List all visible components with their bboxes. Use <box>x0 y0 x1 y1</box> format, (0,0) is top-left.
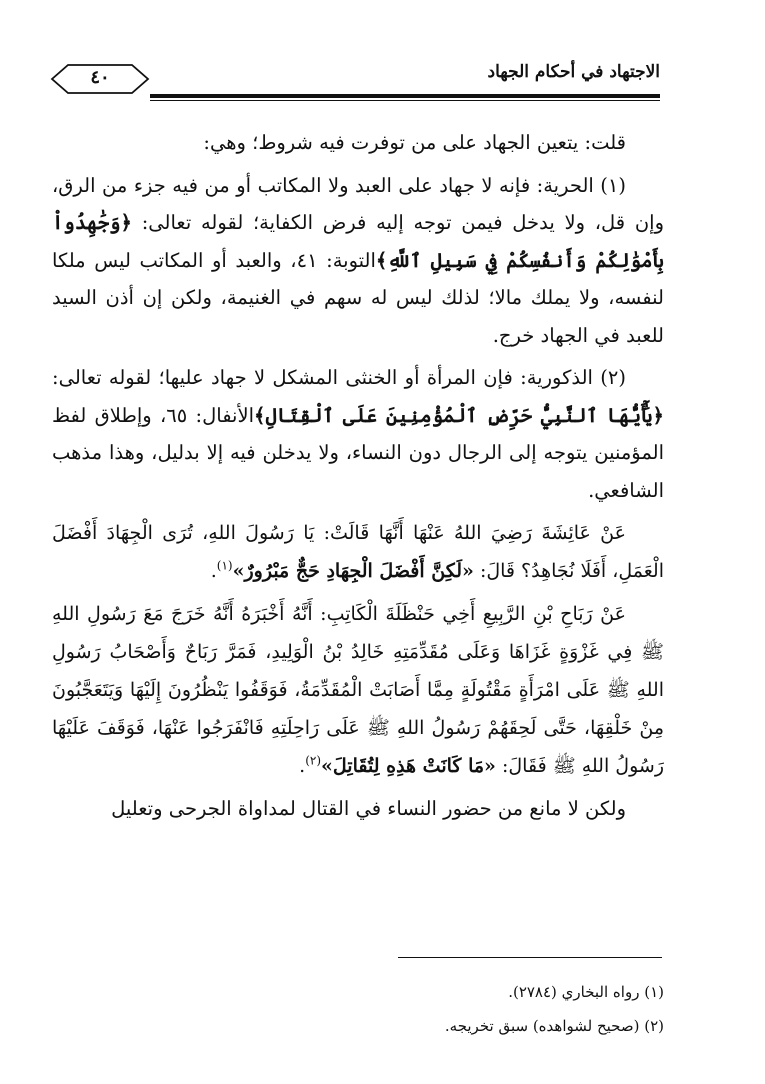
condition-male-text: (٢) الذكورية: فإن المرأة أو الخنثى المشكل لا جهاد عليها؛ لقوله تعالى: <box>52 366 626 389</box>
condition-freedom-text: (١) الحرية: فإنه لا جهاد على العبد ولا المكاتب أو من فيه جزء من الرق، وإن قل، ولا يدخل فيمن توجه إليه فرض الكفاية؛ لقوله تعالى: <box>52 173 665 234</box>
quran-verse-tawbah: ﴿وَجَٰهِدُواْ بِأَمْوَٰلِكُمْ وَأَنفُسِكُمْ فِي سَبِيلِ ٱللَّهِ﴾ <box>52 211 664 272</box>
footnote-ref-2: (٢) <box>305 753 322 768</box>
hadith-aisha-text: عَنْ عَائِشَةَ رَضِيَ اللهُ عَنْهَا أَنَّهَا قَالَتْ: يَا رَسُولَ اللهِ، تُرَى الْجِهَادَ أَفْضَلَ الْعَمَلِ، أَفَلَا نُجَاهِدُ؟ قَالَ: <box>52 522 664 582</box>
page-header <box>50 52 660 102</box>
footnote-2: (٢) (صحيح لشواهده) سبق تخريجه. <box>444 1017 664 1035</box>
page-number-badge <box>50 62 150 96</box>
hadith-aisha: عَنْ عَائِشَةَ رَضِيَ اللهُ عَنْهَا أَنَّهَا قَالَتْ: يَا رَسُولَ اللهِ، تُرَى الْجِهَادَ أَفْضَلَ الْعَمَلِ، أَفَلَا نُجَاهِدُ؟ قَالَ: «لَكِنَّ أَفْضَلَ الْجِهَادِ حَجٌّ مَبْرُورٌ»$^{(١)}$. <box>52 522 664 582</box>
footnote-ref-1: (١) <box>216 558 233 573</box>
footnote-1: (١) رواه البخاري (٢٧٨٤). <box>508 983 664 1001</box>
page-number: ٤٠ <box>90 67 110 88</box>
header-rule-thin <box>150 100 660 101</box>
hadith-rabah-text: عَنْ رَبَاحِ بْنِ الرَّبِيعِ أَخِي حَنْظَلَةَ الْكَاتِبِ: أَنَّهُ أَخْبَرَهُ أَنَّهُ خَرَجَ مَعَ رَسُولِ اللهِ ﷺ فِي غَزْوَةٍ غَزَاهَا وَعَلَى مُقَدِّمَتِهِ خَالِدُ بْنُ الْوَلِيدِ، فَمَرَّ رَبَاحٌ وَأَصْحَابُ رَسُولِ اللهِ ﷺ عَلَى امْرَأَةٍ مَقْتُولَةٍ مِمَّا أَصَابَتْ الْمُقَدِّمَةُ، فَوَقَفُوا يَنْظُرُونَ إِلَيْهَا وَيَتَعَجَّبُونَ مِنْ خَلْقِهَا، حَتَّى لَحِقَهُمْ رَسُولُ اللهِ ﷺ عَلَى رَاحِلَتِهِ فَانْفَرَجُوا عَنْهَا، فَوَقَفَ عَلَيْهَا رَسُولُ اللهِ ﷺ فَقَالَ: <box>52 603 664 777</box>
footnotes <box>52 975 664 1043</box>
footnote-separator <box>398 957 662 958</box>
running-title: الاجتهاد في أحكام الجهاد <box>487 62 660 82</box>
closing-paragraph: ولكن لا مانع من حضور النساء في القتال لمداواة الجرحى وتعليل <box>111 797 626 820</box>
condition-freedom <box>52 167 664 355</box>
hadith-rabah: عَنْ رَبَاحِ بْنِ الرَّبِيعِ أَخِي حَنْظَلَةَ الْكَاتِبِ: أَنَّهُ أَخْبَرَهُ أَنَّهُ خَرَجَ مَعَ رَسُولِ اللهِ ﷺ فِي غَزْوَةٍ غَزَاهَا وَعَلَى مُقَدِّمَتِهِ خَالِدُ بْنُ الْوَلِيدِ، فَمَرَّ رَبَاحٌ وَأَصْحَابُ رَسُولِ اللهِ ﷺ عَلَى امْرَأَةٍ مَقْتُولَةٍ مِمَّا أَصَابَتْ الْمُقَدِّمَةُ، فَوَقَفُوا يَنْظُرُونَ إِلَيْهَا وَيَتَعَجَّبُونَ مِنْ خَلْقِهَا، حَتَّى لَحِقَهُمْ رَسُولُ اللهِ ﷺ عَلَى رَاحِلَتِهِ فَانْفَرَجُوا عَنْهَا، فَوَقَفَ عَلَيْهَا رَسُولُ اللهِ ﷺ فَقَالَ: «مَا كَانَتْ هَذِهِ لِتُقَاتِلَ»$^{(٢)}$. <box>52 603 664 777</box>
condition-male <box>52 359 664 509</box>
condition-freedom-rest: التوبة: ٤١، والعبد أو المكاتب ليس ملكا لنفسه، ولا يملك مالا؛ لذلك ليس له سهم في الغنيمة، ولكن إن أذن السيد للعبد في الجهاد خرج. <box>52 248 664 347</box>
header-rule-thick <box>150 94 660 98</box>
hadith-aisha-quote: «لَكِنَّ أَفْضَلَ الْجِهَادِ حَجٌّ مَبْرُورٌ» <box>232 560 474 582</box>
condition-male-rest: الأنفال: ٦٥، وإطلاق لفظ المؤمنين يتوجه إلى الرجال دون النساء، ولا يدخلن فيه إلا بدليل، وهذا مذهب الشافعي. <box>52 403 664 502</box>
intro-paragraph: قلت: يتعين الجهاد على من توفرت فيه شروط؛ وهي: <box>203 131 626 154</box>
hadith-rabah-quote: «مَا كَانَتْ هَذِهِ لِتُقَاتِلَ» <box>321 755 496 777</box>
quran-verse-anfal: ﴿يَٰٓأَيُّهَا ٱلنَّبِيُّ حَرِّضِ ٱلْمُؤْمِنِينَ عَلَى ٱلْقِتَالِ﴾ <box>254 403 664 427</box>
main-text <box>52 124 664 828</box>
